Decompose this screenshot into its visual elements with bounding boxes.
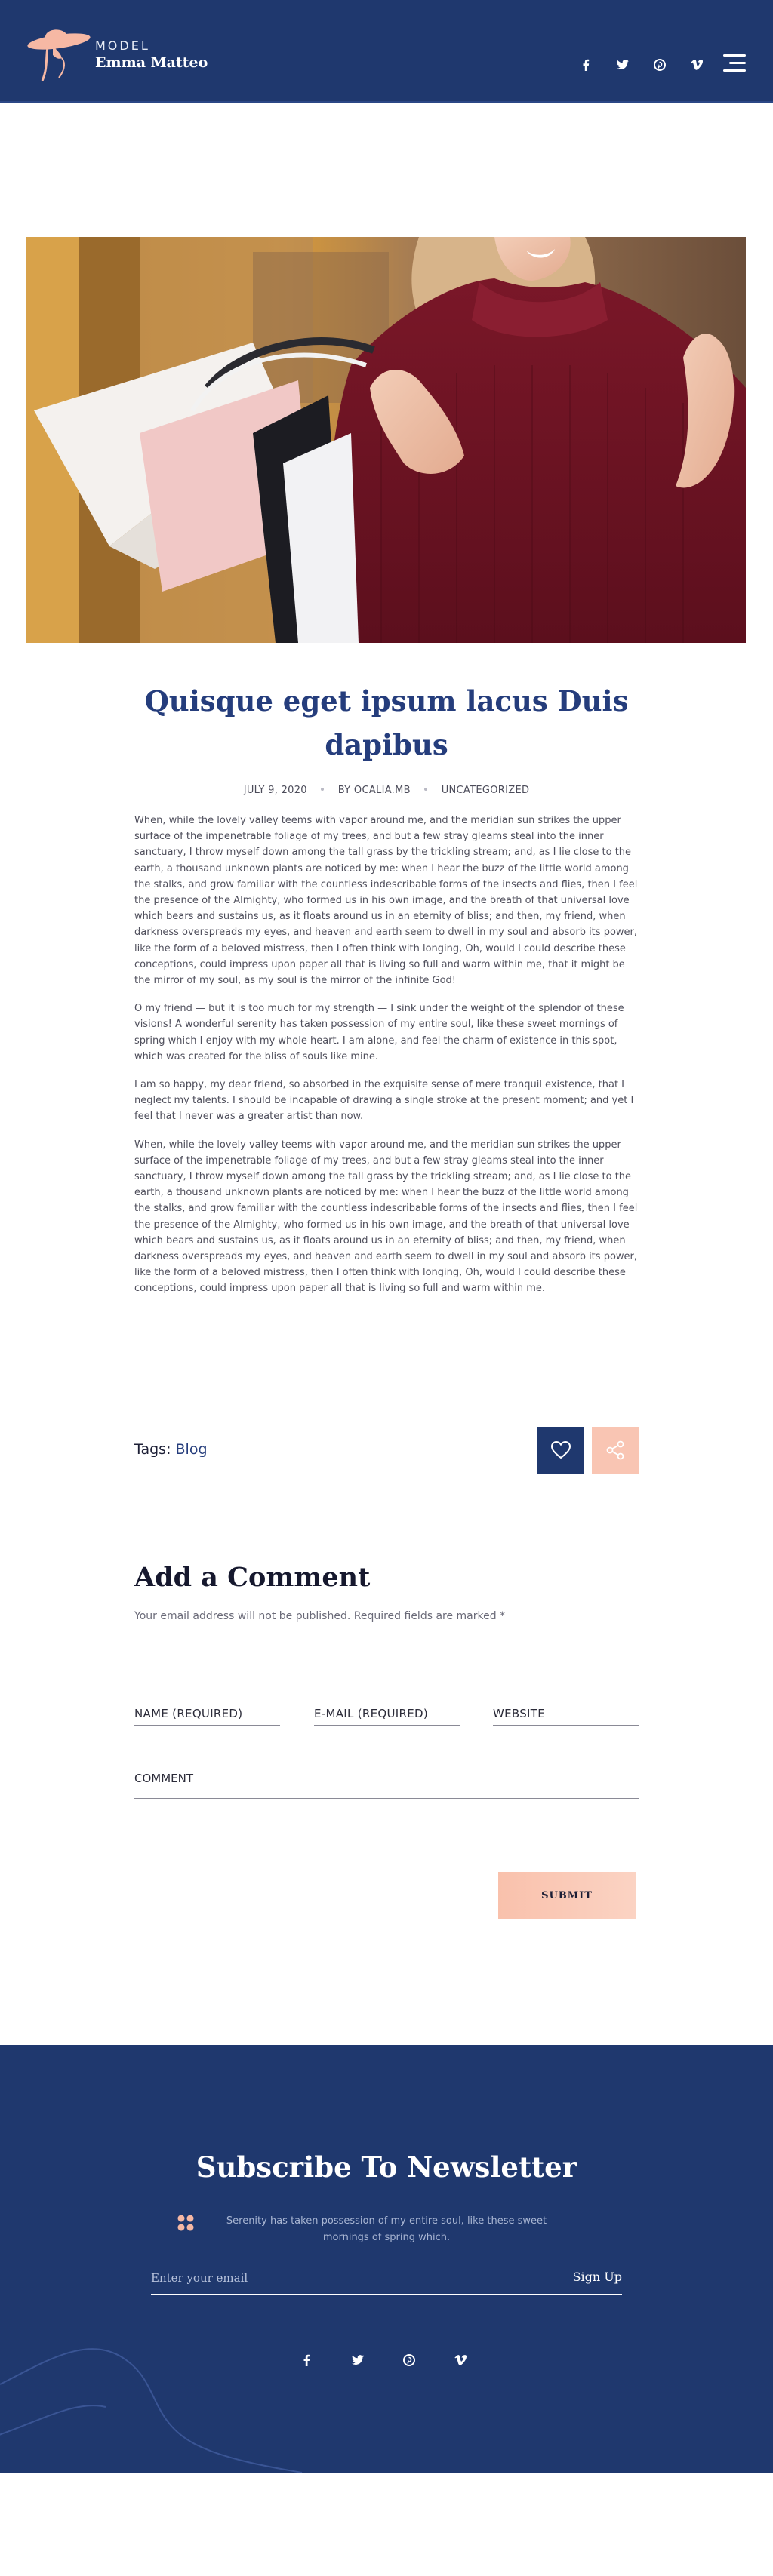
twitter-icon[interactable] bbox=[612, 54, 633, 75]
facebook-icon[interactable] bbox=[296, 2350, 317, 2371]
email-field-wrapper bbox=[314, 1695, 460, 1726]
site-header bbox=[0, 0, 773, 103]
post-author[interactable]: BY OCALIA.MB bbox=[337, 785, 411, 796]
vimeo-icon[interactable] bbox=[686, 54, 707, 75]
post-paragraph: O my friend — but it is too much for my strength — I sink under the weight of the splendor of these visions! A wonderful serenity has taken possession of my entire soul, like these sweet mornings of spring which I enjoy with my whole heart. I am alone, and feel the charm of existence in this spot, which was created for the bliss of souls like mine. bbox=[134, 1003, 624, 1062]
newsletter-footer bbox=[0, 2045, 773, 2473]
tags-label: Tags: Blog bbox=[134, 1441, 208, 1458]
submit-button[interactable]: SUBMIT bbox=[498, 1872, 636, 1919]
like-button[interactable] bbox=[537, 1427, 584, 1474]
newsletter-email-input[interactable] bbox=[151, 2262, 513, 2294]
website-input[interactable] bbox=[493, 1695, 639, 1725]
pinterest-icon[interactable] bbox=[649, 54, 670, 75]
header-social-links bbox=[575, 54, 723, 75]
comment-textarea[interactable] bbox=[134, 1766, 639, 1798]
hamburger-menu-icon[interactable] bbox=[723, 53, 746, 74]
share-button[interactable] bbox=[592, 1427, 639, 1474]
sign-up-button[interactable]: Sign Up bbox=[572, 2270, 622, 2284]
vimeo-icon[interactable] bbox=[450, 2350, 471, 2371]
post-paragraph: When, while the lovely valley teems with vapor around me, and the meridian sun strikes the upper surface of the impenetrable foliage of my trees, and but a few stray gleams steal into the inner sanctuary, I throw myself down among the tall grass by the trickling stream; and, as I lie close to the earth, a thousand unknown plants are noticed by me: when I hear the buzz of the little world among the stalks, and grow familiar with the countless indescribable forms of the insects and flies, then I feel the presence of the Almighty, who formed us in his own image, and the breath of that universal love which bears and sustains us, as it floats around us in an eternity of bliss; and then, my friend, when darkness overspreads my eyes, and heaven and earth seem to dwell in my soul and absorb its power, like the form of a beloved mistress, then I often think with longing, Oh, would I could describe these conceptions, could impress upon paper all that is living so full and warm within me, that it might be the mirror of my soul, as my soul is the mirror of the infinite God! bbox=[134, 815, 638, 987]
post-title: Quisque eget ipsum lacus Duis dapibus bbox=[144, 684, 629, 761]
facebook-icon[interactable] bbox=[575, 54, 596, 75]
email-input[interactable] bbox=[314, 1695, 460, 1725]
comment-form bbox=[134, 1562, 639, 1901]
decorative-wave bbox=[0, 2045, 773, 2473]
post-date[interactable]: JULY 9, 2020 bbox=[243, 785, 307, 796]
website-field-wrapper bbox=[493, 1695, 639, 1726]
dots-grid-icon bbox=[177, 2214, 195, 2232]
featured-image bbox=[26, 237, 746, 643]
post-tags-share bbox=[134, 1427, 639, 1508]
footer-social-links bbox=[296, 2350, 501, 2371]
logo-title: Emma Matteo bbox=[95, 54, 208, 71]
newsletter-title: Subscribe To Newsletter bbox=[196, 2150, 577, 2184]
post-category[interactable]: UNCATEGORIZED bbox=[441, 785, 530, 796]
pinterest-icon[interactable] bbox=[399, 2350, 420, 2371]
name-field-wrapper bbox=[134, 1695, 280, 1726]
site-logo[interactable] bbox=[26, 25, 208, 82]
woman-with-shopping-bags-illustration bbox=[26, 237, 746, 643]
newsletter-form bbox=[151, 2262, 622, 2295]
newsletter-description: Serenity has taken possession of my entire soul, like these sweet mornings of spring which. bbox=[226, 2215, 547, 2243]
comment-fields-row bbox=[134, 1695, 639, 1726]
share-icon bbox=[605, 1440, 625, 1460]
twitter-icon[interactable] bbox=[347, 2350, 368, 2371]
comment-field-wrapper bbox=[134, 1766, 639, 1799]
post-paragraph: I am so happy, my dear friend, so absorbed in the exquisite sense of mere tranquil existence, that I neglect my talents. I should be incapable of drawing a single stroke at the present moment; and yet I feel that I never was a greater artist than now. bbox=[134, 1079, 634, 1123]
tag-link-blog[interactable]: Blog bbox=[175, 1441, 208, 1458]
post-paragraph: When, while the lovely valley teems with vapor around me, and the meridian sun strikes the upper surface of the impenetrable foliage of my trees, and but a few stray gleams steal into the inner sanctuary, I throw myself down among the tall grass by the trickling stream; and, as I lie close to the earth, a thousand unknown plants are noticed by me: when I hear the buzz of the little world among the stalks, and grow familiar with the countless indescribable forms of the insects and flies, then I feel the presence of the Almighty, who formed us in his own image, and the breath of that universal love which bears and sustains us, as it floats around us in an eternity of bliss; and then, my friend, when darkness overspreads my eyes, and heaven and earth seem to dwell in my soul and absorb its power, like the form of a beloved mistress, then I often think with longing, Oh, would I could describe these conceptions, could impress upon paper all that is living so full and warm within me. bbox=[134, 1139, 638, 1295]
comment-heading: Add a Comment bbox=[134, 1562, 371, 1593]
meta-separator bbox=[424, 788, 427, 791]
post-meta bbox=[134, 785, 639, 796]
post-content bbox=[134, 813, 639, 1297]
comment-note: Your email address will not be published. Required fields are marked * bbox=[134, 1610, 506, 1622]
logo-subtitle: MODEL bbox=[95, 38, 150, 53]
name-input[interactable] bbox=[134, 1695, 280, 1725]
meta-separator bbox=[321, 788, 324, 791]
hat-lady-logo-icon bbox=[26, 25, 98, 82]
heart-icon bbox=[551, 1441, 571, 1459]
blog-post bbox=[134, 679, 639, 1309]
